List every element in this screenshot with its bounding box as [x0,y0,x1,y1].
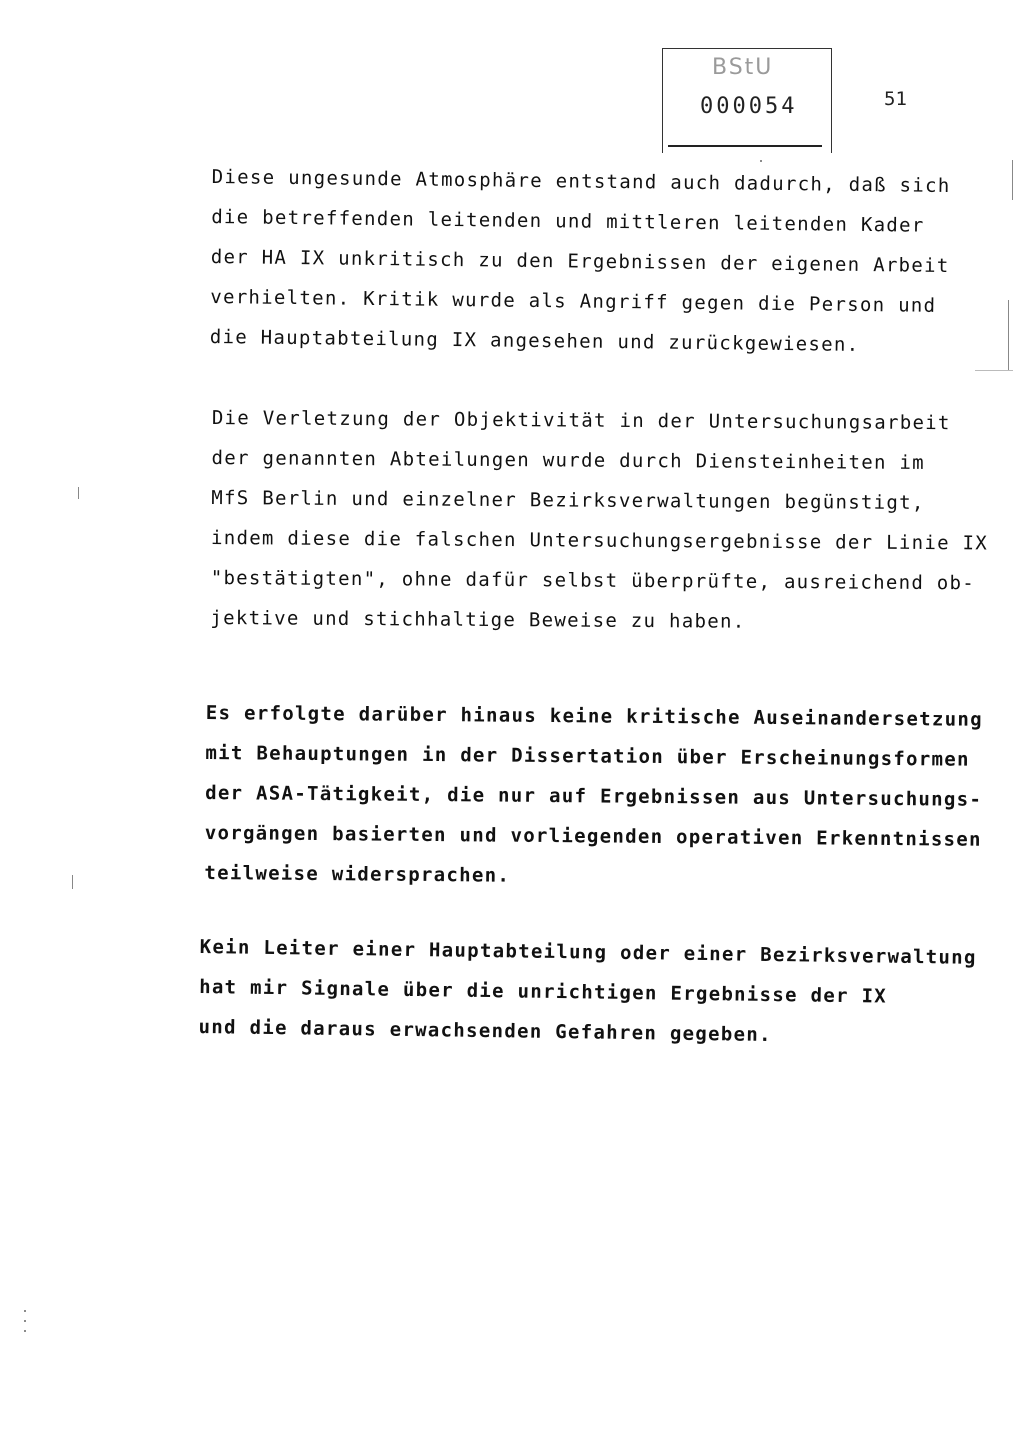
text-line: Kein Leiter einer Hauptabteilung oder einer Bezirksverwaltung [199,935,977,969]
text-line: jektive und stichhaltige Beweise zu haben. [210,606,746,633]
paragraph-2 [210,398,989,643]
text-line: Diese ungesunde Atmosphäre entstand auch dadurch, daß sich [211,165,951,198]
scan-speck [24,1310,26,1312]
text-line: "bestätigten", ohne dafür selbst überprüfte, ausreichend ob- [210,566,976,595]
right-margin-mark [1008,300,1009,370]
scan-speck [24,1320,26,1322]
scan-speck [760,160,762,162]
text-line: mit Behauptungen in der Dissertation über Erscheinungsformen [205,741,970,771]
paragraph-3 [204,693,983,900]
paragraph-4 [198,927,977,1058]
text-line: verhielten. Kritik wurde als Angriff gegen die Person und [210,285,937,317]
left-margin-mark [78,487,79,499]
text-line: der HA IX unkritisch zu den Ergebnissen der eigenen Arbeit [210,245,950,278]
text-line: vorgängen basierten und vorliegenden operativen Erkenntnissen [204,821,982,851]
text-line: die betreffenden leitenden und mittleren leitenden Kader [211,205,925,237]
stamp-org-label: BStU [712,55,774,80]
stamp-underline [668,145,822,147]
right-margin-tick [975,370,1013,371]
text-line: indem diese die falschen Untersuchungsergebnisse der Linie IX [210,526,989,555]
text-line: MfS Berlin und einzelner Bezirksverwaltungen begünstigt, [211,486,925,514]
text-line: die Hauptabteilung IX angesehen und zurückgewiesen. [209,325,860,356]
text-line: Es erfolgte darüber hinaus keine kritische Auseinandersetzung [205,701,983,731]
left-margin-mark [72,875,73,889]
paragraph-1 [210,157,951,366]
text-line: der genannten Abteilungen wurde durch Diensteinheiten im [211,446,926,474]
text-line: hat mir Signale über die unrichtigen Ergebnisse der IX [199,975,888,1008]
text-line: teilweise widersprachen. [204,861,511,887]
scan-speck [24,1330,26,1332]
text-line: Die Verletzung der Objektivität in der Untersuchungsarbeit [211,406,951,435]
page-number: 51 [884,88,907,110]
right-margin-mark [1012,160,1013,200]
stamp-document-number: 000054 [700,94,798,119]
text-line: der ASA-Tätigkeit, die nur auf Ergebnissen aus Untersuchungs- [205,781,983,811]
text-line: und die daraus erwachsenden Gefahren gegeben. [198,1015,772,1046]
